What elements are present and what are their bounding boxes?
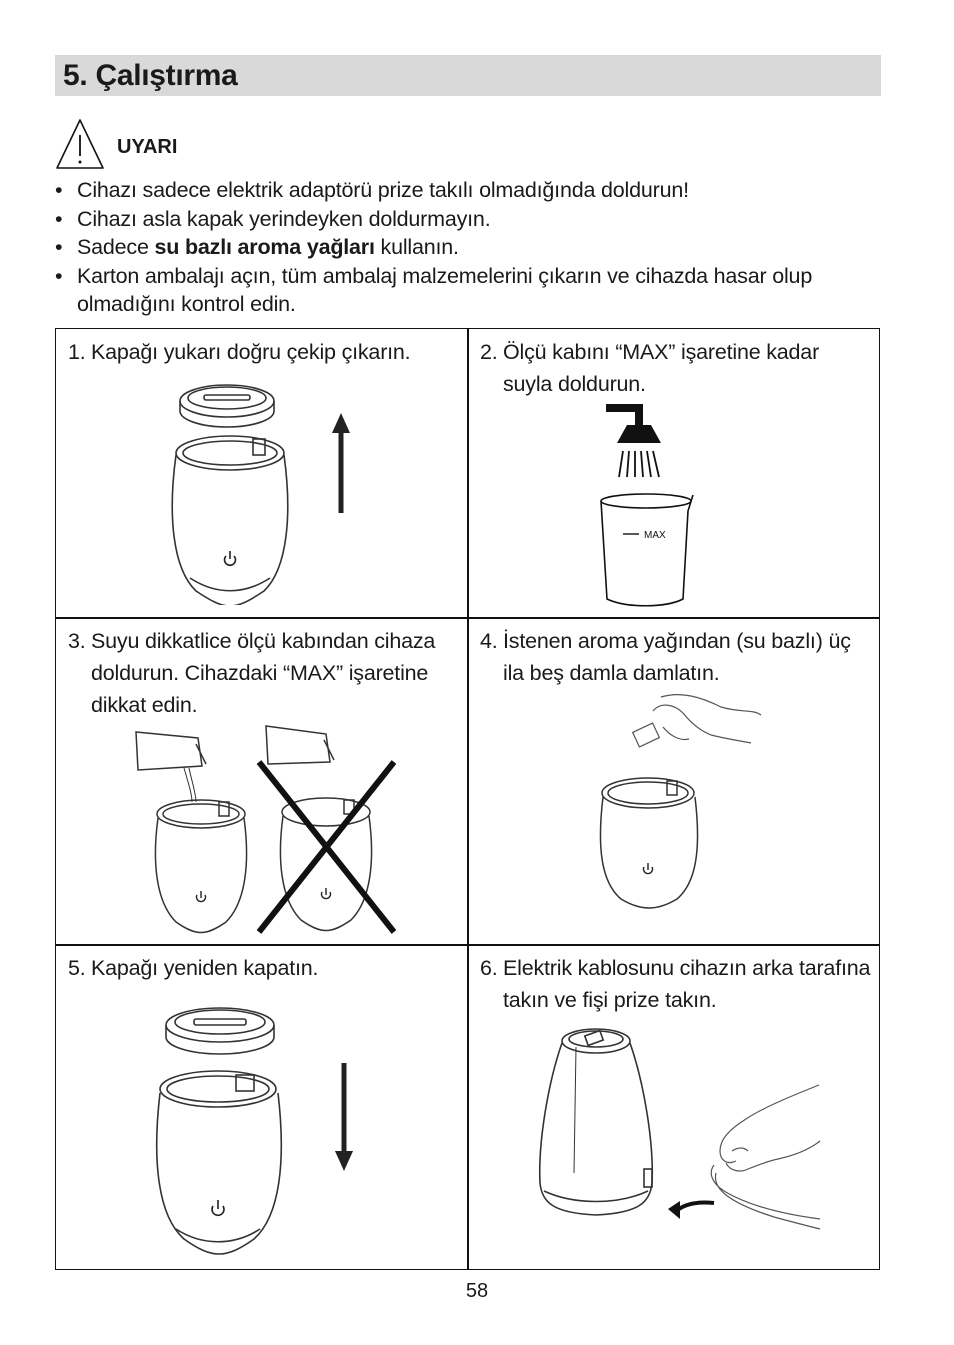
step-5-illustration	[154, 1001, 379, 1259]
page-number: 58	[465, 1280, 489, 1302]
measuring-cup-icon	[601, 494, 693, 606]
arrow-up-icon	[332, 413, 350, 513]
warning-item: • Cihazı sadece elektrik adaptörü prize takılı olmadığında doldurun!	[55, 178, 689, 202]
grid-divider	[467, 329, 469, 1269]
emphasis-text: su bazlı aroma yağları	[154, 235, 375, 259]
step-5-text: 5. Kapağı yeniden kapatın.	[68, 956, 319, 980]
steps-grid	[55, 328, 880, 1270]
hand-icon	[711, 1085, 820, 1229]
grid-divider	[56, 944, 879, 946]
warning-list	[55, 176, 885, 319]
warning-label: UYARI	[117, 136, 178, 158]
warning-item: • Sadece su bazlı aroma yağları kullanın.	[55, 235, 459, 259]
section-title: 5. Çalıştırma	[63, 59, 238, 92]
step-2-illustration	[591, 403, 711, 613]
power-icon	[644, 863, 653, 874]
hand-icon	[633, 695, 761, 747]
section-header	[55, 55, 881, 96]
step-1-illustration	[166, 373, 376, 605]
warning-item: • Karton ambalajı açın, tüm ambalaj malzemelerini çıkarın ve cihazda hasar olup olmadığını kontrol edin.	[55, 263, 813, 316]
power-icon	[225, 551, 236, 565]
step-6-text: 6. Elektrik kablosunu cihazın arka tarafına takın ve fişi prize takın.	[480, 956, 871, 1012]
step-4-text: 4. İstenen aroma yağından (su bazlı) üç ila beş damla damlatın.	[480, 629, 851, 685]
grid-divider	[56, 617, 879, 619]
arrow-down-icon	[335, 1063, 353, 1171]
cross-mark-icon	[259, 762, 394, 932]
max-mark-label: MAX	[644, 530, 666, 541]
warning-item: • Cihazı asla kapak yerindeyken doldurmayın.	[55, 206, 491, 231]
step-3-text: 3. Suyu dikkatlice ölçü kabından cihaza doldurun. Cihazdaki “MAX” işaretine dikkat edin.	[68, 629, 436, 717]
step-6-illustration	[534, 1023, 824, 1255]
step-2-text: 2. Ölçü kabını “MAX” işaretine kadar suyla doldurun.	[480, 340, 820, 396]
step-1-text: 1. Kapağı yukarı doğru çekip çıkarın.	[68, 340, 411, 364]
step-4-illustration	[591, 687, 766, 912]
step-3-illustration	[126, 722, 396, 937]
warning-triangle-icon	[55, 117, 105, 171]
power-icon	[197, 888, 331, 902]
power-icon	[212, 1200, 224, 1215]
faucet-icon	[606, 408, 661, 477]
